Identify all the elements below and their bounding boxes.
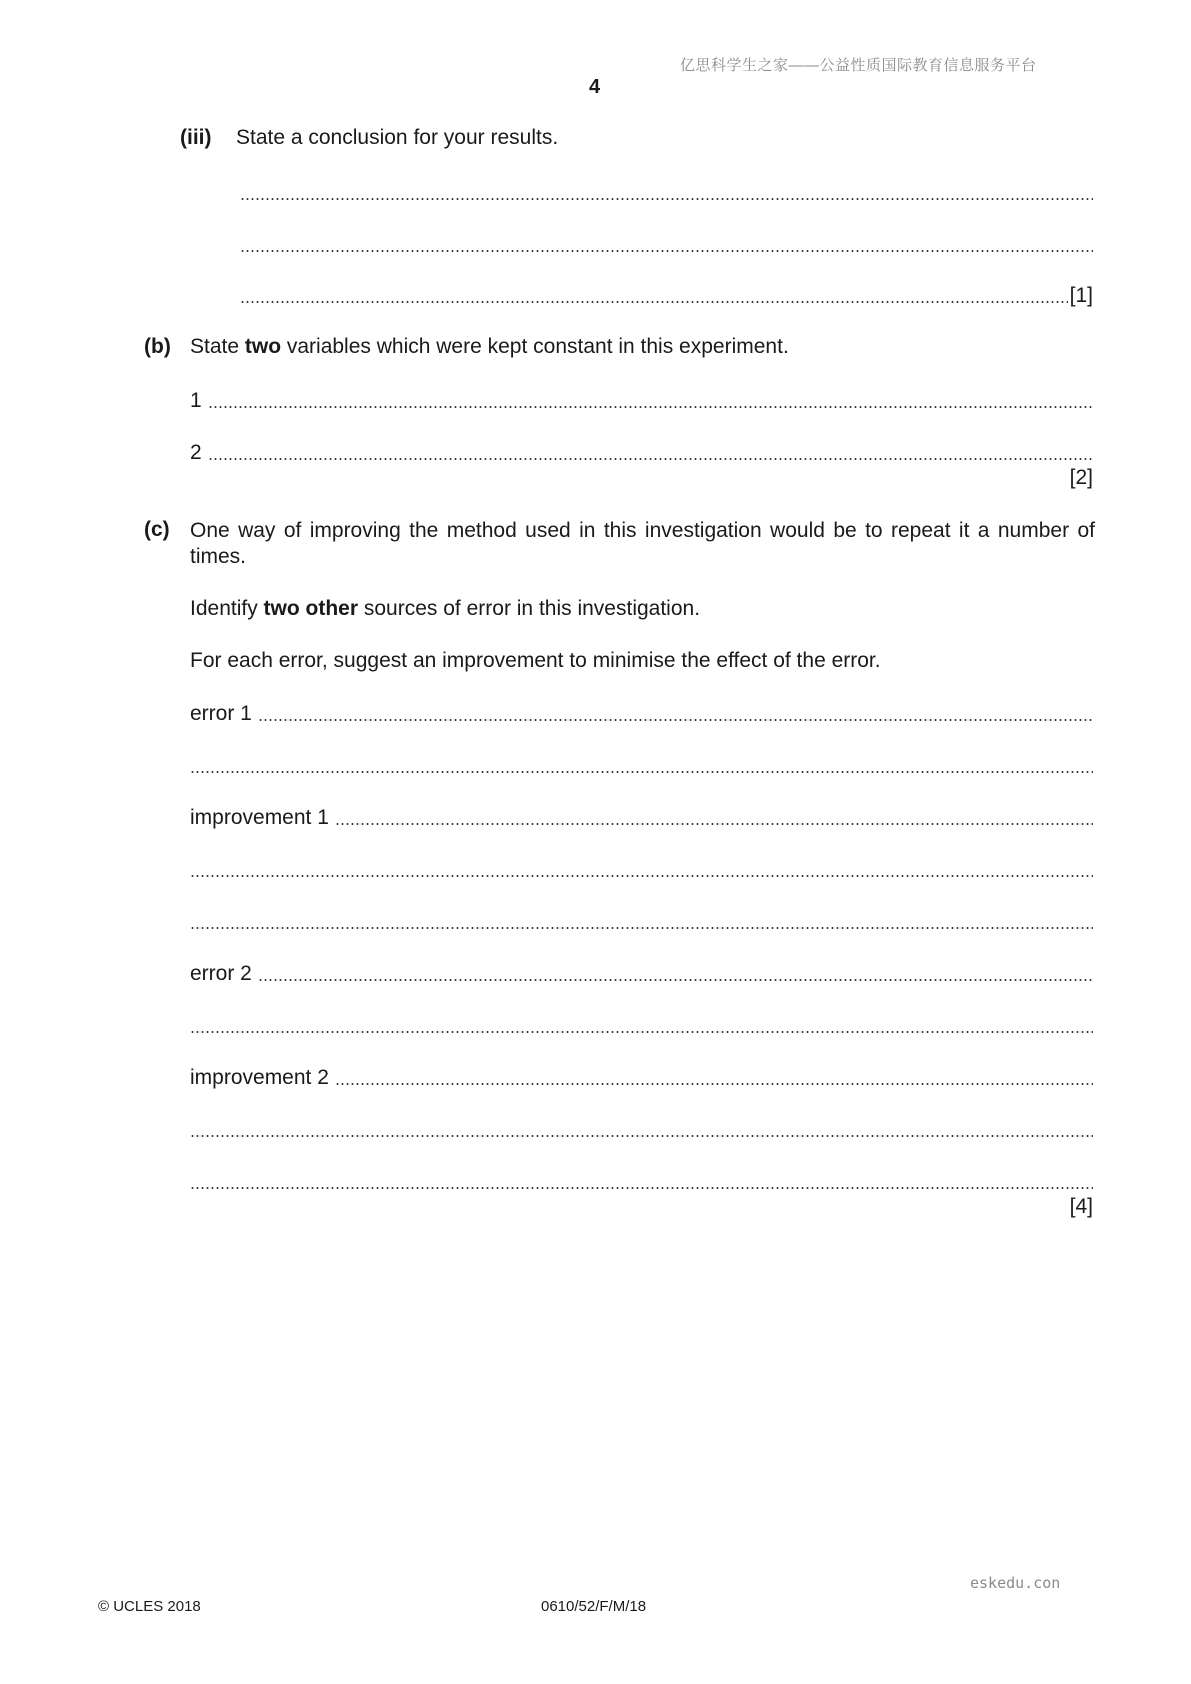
question-text-iii: State a conclusion for your results. — [236, 126, 559, 149]
identify-post: sources of error in this investigation. — [358, 597, 701, 620]
answer-line[interactable] — [190, 1117, 1093, 1143]
answer-line-improvement1[interactable] — [190, 805, 1093, 831]
question-text-b-pre: State — [190, 335, 245, 358]
marks-iii: [1] — [1069, 284, 1093, 307]
answer-line[interactable] — [190, 909, 1093, 935]
answer-line[interactable] — [240, 232, 1093, 258]
question-text-b — [190, 335, 789, 359]
question-label-iii: (iii) — [180, 126, 212, 149]
answer-line-error2[interactable] — [190, 961, 1093, 987]
answer-line[interactable] — [190, 1169, 1093, 1195]
answer-line-label: error 2 — [190, 962, 252, 985]
marks-b: [2] — [1069, 466, 1093, 489]
answer-line[interactable] — [240, 283, 1093, 309]
answer-line[interactable] — [190, 753, 1093, 779]
answer-line[interactable] — [190, 857, 1093, 883]
identify-bold: two other — [263, 597, 359, 620]
identify-pre: Identify — [190, 597, 264, 620]
question-text-b-bold: two — [244, 335, 282, 358]
answer-line-label: 2 — [190, 441, 202, 464]
question-text-b-post: variables which were kept constant in this experiment. — [281, 335, 789, 358]
answer-line-error1[interactable] — [190, 701, 1093, 727]
answer-line-label: improvement 2 — [190, 1066, 329, 1089]
answer-line-improvement2[interactable] — [190, 1065, 1093, 1091]
answer-line[interactable] — [240, 180, 1093, 206]
question-text-c-identify — [190, 597, 700, 621]
answer-line-b2[interactable] — [190, 440, 1093, 466]
footer-paper-code: 0610/52/F/M/18 — [541, 1598, 647, 1615]
watermark-header: 亿思科学生之家——公益性质国际教育信息服务平台 — [680, 57, 1037, 74]
marks-c: [4] — [1069, 1195, 1093, 1218]
answer-line[interactable] — [190, 1013, 1093, 1039]
question-text-c-intro: One way of improving the method used in this investigation would be to repeat it a number of times. — [190, 519, 1095, 568]
answer-line-b1[interactable] — [190, 388, 1093, 414]
question-label-b: (b) — [144, 335, 171, 358]
answer-line-label: 1 — [190, 389, 202, 412]
question-label-c: (c) — [144, 518, 170, 541]
answer-line-label: improvement 1 — [190, 806, 329, 829]
watermark-footer: eskedu.con — [970, 1574, 1061, 1592]
page-number: 4 — [589, 76, 601, 98]
footer-copyright: © UCLES 2018 — [98, 1598, 201, 1615]
answer-line-label: error 1 — [190, 702, 252, 725]
question-text-c-instruction: For each error, suggest an improvement to minimise the effect of the error. — [190, 649, 881, 672]
